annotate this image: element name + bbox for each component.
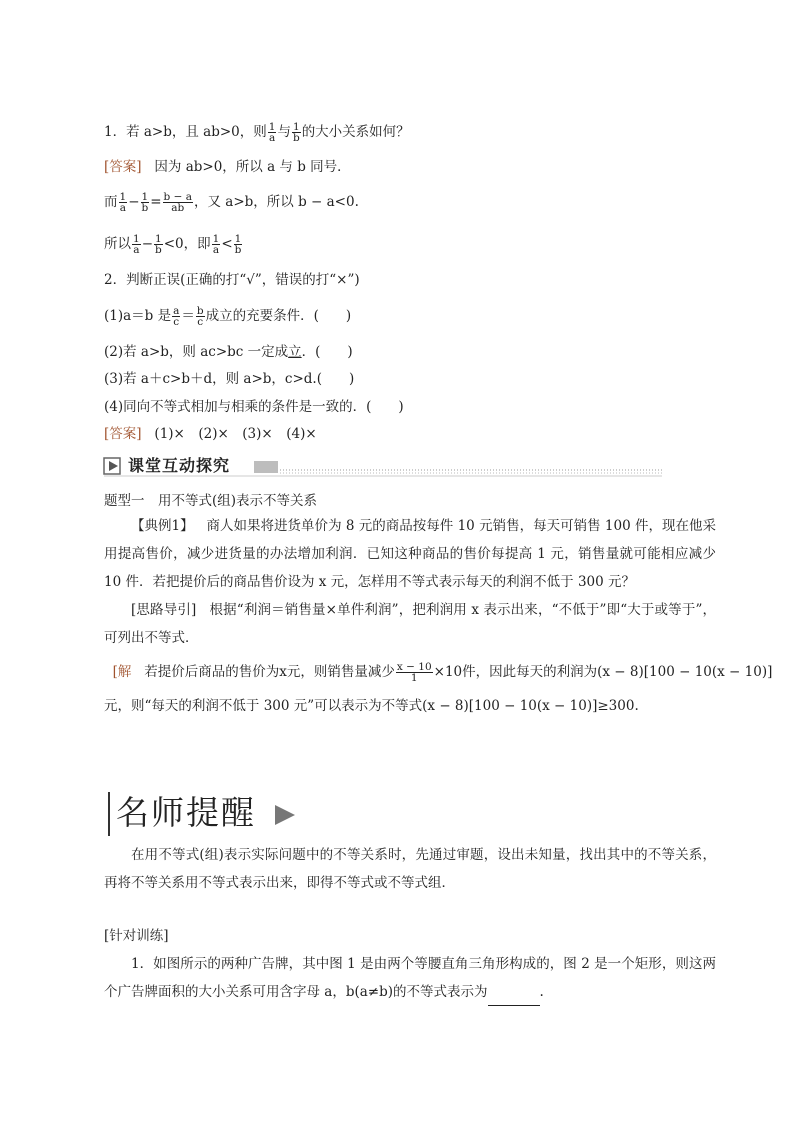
guide-label: [思路导引] (131, 602, 197, 618)
fraction: $\frac{1}{a}$ (268, 121, 276, 144)
practice-label: [针对训练] (104, 928, 169, 944)
fraction: $\frac{x - 10}{1}$ (396, 661, 432, 684)
fraction: $\frac{1}{a}$ (212, 233, 220, 256)
q2-item-1: (1)a＝b 是 $\frac{a}{c}$ ＝ $\frac{b}{c}$ 成立的充要条件．( ) (104, 305, 352, 328)
answer-blank[interactable] (488, 991, 540, 1006)
q1-answer: [答案] 因为 ab>0，所以 a 与 b 同号． (104, 159, 351, 175)
solution-line-2: 元，则“每天的利润不低于 300 元”可以表示为不等式(x − 8)[100 − 10(x − 10)]≥300. (104, 698, 639, 714)
fraction: $\frac{b}{c}$ (196, 305, 204, 328)
q2-item-4: (4)同向不等式相加与相乘的条件是一致的．( ) (104, 399, 404, 415)
fraction: $\frac{a}{c}$ (173, 305, 180, 328)
fraction: $\frac{1}{b}$ (234, 233, 242, 256)
question-1: 1．若 a>b，且 ab>0，则 $\frac{1}{a}$ 与 $\frac{1}{b}$ 的大小关系如何？ (104, 121, 410, 144)
q1-step-3: 所以 $\frac{1}{a}$ − $\frac{1}{b}$ <0，即 $\frac{1}{a}$ < $\frac{1}{b}$ (104, 233, 242, 256)
fraction: $\frac{1}{b}$ (141, 191, 149, 214)
fraction: $\frac{1}{a}$ (133, 233, 140, 256)
q2-item-2: (2)若 a>b，则 ac>bc 一定成立．( ) (104, 344, 353, 360)
q1-text: 1．若 a>b，且 ab>0，则 (104, 124, 267, 140)
q1-step-2: 而 $\frac{1}{a}$ − $\frac{1}{b}$ = $\frac{b - a}{ab}$ ，又 a>b，所以 b − a<0. (104, 191, 359, 214)
answer-label: [答案] (104, 159, 142, 175)
tip-title: 名师提醒 (116, 793, 256, 832)
solution-line-1: [解 若提价后商品的售价为x元，则销售量减少 $\frac{x - 10}{1}$ ×10件，因此每天的利润为(x − 8)[100 − 10(x − 10)] (112, 661, 773, 684)
q2-answer: [答案] (1)× (2)× (3)× (4)× (104, 426, 317, 442)
solution-label: [解 (112, 664, 132, 680)
fraction: $\frac{1}{b}$ (155, 233, 162, 256)
fraction: $\frac{1}{b}$ (292, 121, 300, 144)
practice-question-1: 1．如图所示的两种广告牌，其中图 1 是由两个等腰直角三角形构成的，图 2 是一个矩形，则这两个广告牌面积的大小关系可用含字母 a，b(a≠b)的不等式表示为 . (104, 950, 716, 1006)
answer-label: [答案] (104, 426, 142, 442)
tip-title-block (108, 792, 297, 836)
fraction: $\frac{1}{a}$ (119, 191, 127, 214)
arrow-right-icon (273, 803, 297, 827)
section-header (104, 455, 664, 477)
section-title: 课堂互动探究 (128, 456, 231, 475)
thinking-guide: [思路导引] 根据“利润＝销售量×单件利润”，把利润用 x 表示出来，“不低于”即“大于或等于”，可列出不等式． (104, 602, 716, 646)
example-1: 【典例1】 商人如果将进货单价为 8 元的商品按每件 10 元销售，每天可销售 100 件，现在他采用提高售价，减少进货量的办法增加利润．已知这种商品的售价每提高 1 元，销售量就可能相应减少 10 件．若把提价后的商品售价设为 x 元，怎样用不等式表示每天的利润不低于 300 元？ (104, 518, 717, 590)
q2-item-3: (3)若 a＋c>b＋d，则 a>b，c>d.( ) (104, 371, 355, 387)
tip-text: 在用不等式(组)表示实际问题中的不等关系时，先通过审题，设出未知量，找出其中的不等关系，再将不等关系用不等式表示出来，即得不等式或不等式组． (104, 847, 716, 891)
question-2-title: 2．判断正误(正确的打“√”，错误的打“×”) (104, 272, 360, 288)
example-label: 【典例1】 (131, 518, 194, 534)
type-1-title: 题型一 用不等式(组)表示不等关系 (104, 493, 318, 509)
fraction: $\frac{b - a}{ab}$ (163, 191, 193, 214)
